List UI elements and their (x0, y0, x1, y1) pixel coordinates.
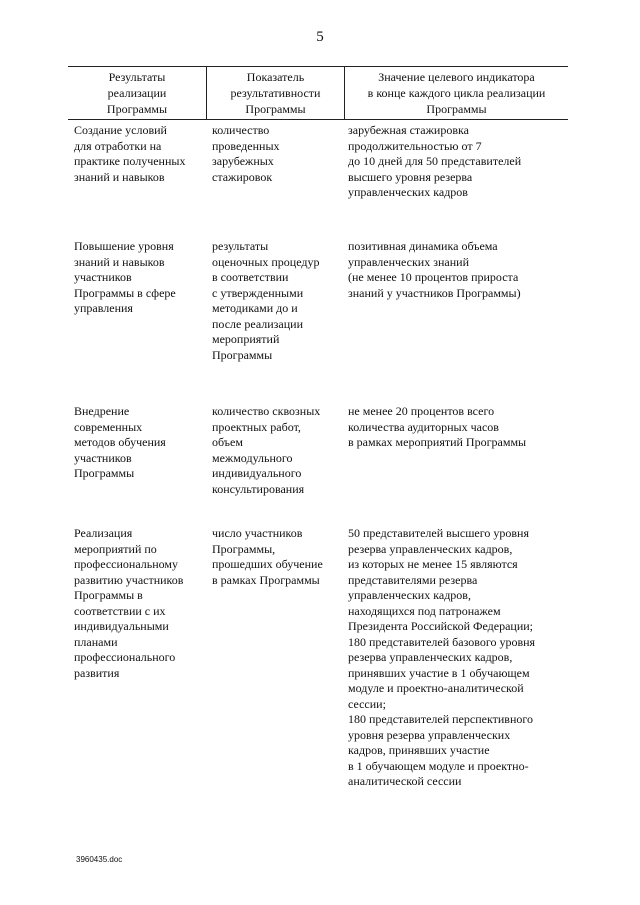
cell-value: не менее 20 процентов всего количества аудиторных часов в рамках мероприятий Программы (348, 404, 527, 449)
table-header (68, 66, 568, 120)
cell-indicator: количество сквозных проектных работ, объем межмодульного индивидуального консультирования (212, 404, 321, 496)
cell-result: Реализация мероприятий по профессиональному развитию участников Программы в соответствии с их индивидуальными планами профессионального развития (74, 526, 184, 680)
table-row (68, 526, 568, 790)
cell-value: 50 представителей высшего уровня резерва управленческих кадров, из которых не менее 15 являются представителями резерва управленческих кадров, находящихся под патронажем Президента Российской Федерации; 180 представителей базового уровня резерва управленческих кадров, принявших участие в 1 обучающем модуле и проектно-аналитической сессии; 180 представителей перспективного уровня резерва управленческих кадров, принявших участие в 1 обучающем модуле и проектно- аналитической сессии (348, 526, 536, 788)
header-target-value: Значение целевого индикатора в конце каждого цикла реализации Программы (344, 67, 568, 119)
cell-indicator: результаты оценочных процедур в соответствии с утвержденными методиками до и после реализации мероприятий Программы (212, 239, 320, 362)
cell-value: позитивная динамика объема управленческих знаний (не менее 10 процентов прироста знаний у участников Программы) (348, 239, 521, 300)
cell-value: зарубежная стажировка продолжительностью от 7 до 10 дней для 50 представителей высшего уровня резерва управленческих кадров (348, 123, 522, 199)
document-filename: 3960435.doc (76, 855, 123, 864)
table-row (68, 123, 568, 239)
cell-result: Повышение уровня знаний и навыков участников Программы в сфере управления (74, 239, 176, 315)
header-results: Результаты реализации Программы (106, 70, 168, 116)
cell-result: Создание условий для отработки на практике полученных знаний и навыков (74, 123, 186, 184)
table-row (68, 404, 568, 526)
header-indicator: Показатель результативности Программы (206, 67, 344, 119)
table-row (68, 239, 568, 404)
cell-indicator: количество проведенных зарубежных стажировок (212, 123, 280, 184)
cell-result: Внедрение современных методов обучения участников Программы (74, 404, 166, 480)
results-table (68, 66, 568, 790)
cell-indicator: число участников Программы, прошедших обучение в рамках Программы (212, 526, 323, 587)
page-number: 5 (316, 29, 324, 45)
